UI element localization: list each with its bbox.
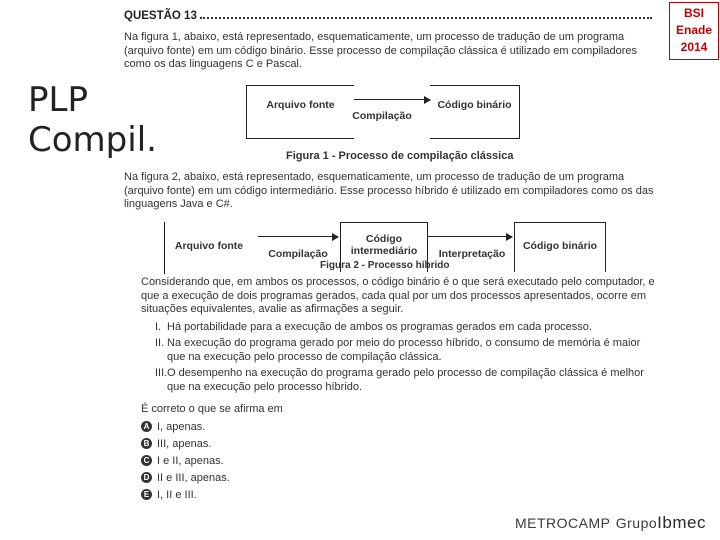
fig2-source-label: Arquivo fonte bbox=[174, 240, 244, 252]
option-letter-icon: E bbox=[141, 489, 152, 500]
option-letter-icon: A bbox=[141, 421, 152, 432]
footer-logo bbox=[515, 513, 706, 533]
option-text: II e III, apenas. bbox=[157, 471, 230, 484]
option-text: I, apenas. bbox=[157, 420, 206, 433]
slide-title-line2: Compil. bbox=[28, 120, 157, 160]
fig2-caption: Figura 2 - Processo híbrido bbox=[320, 260, 450, 271]
badge-line2: Enade bbox=[675, 23, 712, 37]
fig2-source-bracket bbox=[164, 222, 165, 274]
statement-number: II. bbox=[155, 337, 165, 349]
statement-item bbox=[141, 321, 661, 335]
question-paragraph-1: Na figura 1, abaixo, está representado, esquematicamente, um processo de tradução de um programa (arquivo fonte) em um código binário. Esse processo de compilação clássica é utilizado em compiladores como os das linguagens C e Pascal. bbox=[124, 31, 637, 70]
option-text: III, apenas. bbox=[157, 437, 212, 450]
question-paragraph-2: Na figura 2, abaixo, está representado, esquematicamente, um processo de tradução de um programa (arquivo fonte) em um código intermediário. Esse processo híbrido é utilizado em compiladores como os das linguagens Java e C#. bbox=[124, 171, 654, 210]
logo-part-1: METROCAMP bbox=[515, 515, 611, 531]
logo-part-2: Grupo bbox=[615, 515, 658, 531]
statement-text: Na execução do programa gerado por meio do processo híbrido, o consumo de memória é maior que na execução pelo processo de compilação clássica. bbox=[167, 337, 641, 363]
fig2-interpret-label: Interpretação bbox=[438, 248, 506, 260]
option-letter-icon: D bbox=[141, 472, 152, 483]
fig1-caption: Figura 1 - Processo de compilação clássica bbox=[286, 150, 514, 162]
fig1-binary-label: Código binário bbox=[437, 99, 512, 111]
fig2-intermediate-line1: Código bbox=[365, 232, 403, 245]
answer-options bbox=[141, 421, 661, 502]
option-letter-icon: B bbox=[141, 438, 152, 449]
fig2-arrow-1 bbox=[258, 236, 338, 237]
fig1-compile-label: Compilação bbox=[352, 110, 412, 122]
option-text: I, II e III. bbox=[157, 488, 197, 501]
statement-text: O desempenho na execução do programa gerado pelo processo de compilação clássica é melhor que na execução pelo processo híbrido. bbox=[167, 367, 644, 393]
statement-list bbox=[141, 321, 661, 395]
question-prompt: É correto o que se afirma em bbox=[141, 403, 283, 415]
badge-line3: 2014 bbox=[680, 40, 708, 54]
question-lower-panel bbox=[141, 276, 661, 502]
statement-item bbox=[141, 367, 661, 394]
fig1-source-label: Arquivo fonte bbox=[266, 99, 335, 111]
fig2-compile-label: Compilação bbox=[268, 248, 328, 260]
slide-title bbox=[28, 80, 157, 160]
fig2-binary-box bbox=[514, 222, 606, 272]
statement-number: III. bbox=[155, 367, 168, 379]
course-badge bbox=[669, 2, 719, 60]
statement-item bbox=[141, 337, 661, 364]
answer-option-e[interactable] bbox=[141, 489, 661, 502]
statement-text: Há portabilidade para a execução de ambos os programas gerados em cada processo. bbox=[167, 320, 592, 333]
answer-option-d[interactable] bbox=[141, 472, 661, 485]
fig2-intermediate-line2: intermediário bbox=[350, 244, 418, 257]
header-divider bbox=[200, 17, 652, 19]
badge-line1: BSI bbox=[683, 6, 704, 20]
fig1-source-box bbox=[246, 85, 354, 139]
question-paragraph-3: Considerando que, em ambos os processos, o código binário é o que será executado pelo computador, e que a execução de dois programas gerados, cada qual por um dos processos apresentados, ocorre em situações equivalentes, avalie as afirmações a seguir. bbox=[141, 276, 655, 315]
fig1-binary-box bbox=[430, 85, 520, 139]
statement-number: I. bbox=[155, 320, 162, 333]
question-header: QUESTÃO 13 bbox=[124, 10, 197, 22]
option-letter-icon: C bbox=[141, 455, 152, 466]
fig2-binary-label: Código binário bbox=[522, 239, 598, 252]
answer-option-c[interactable] bbox=[141, 455, 661, 468]
answer-option-a[interactable] bbox=[141, 421, 661, 434]
logo-part-3: Ibmec bbox=[657, 513, 706, 532]
answer-option-b[interactable] bbox=[141, 438, 661, 451]
option-text: I e II, apenas. bbox=[157, 454, 224, 467]
fig2-arrow-2 bbox=[428, 236, 512, 237]
slide-title-line1: PLP bbox=[28, 80, 88, 120]
fig1-arrow bbox=[354, 99, 430, 100]
